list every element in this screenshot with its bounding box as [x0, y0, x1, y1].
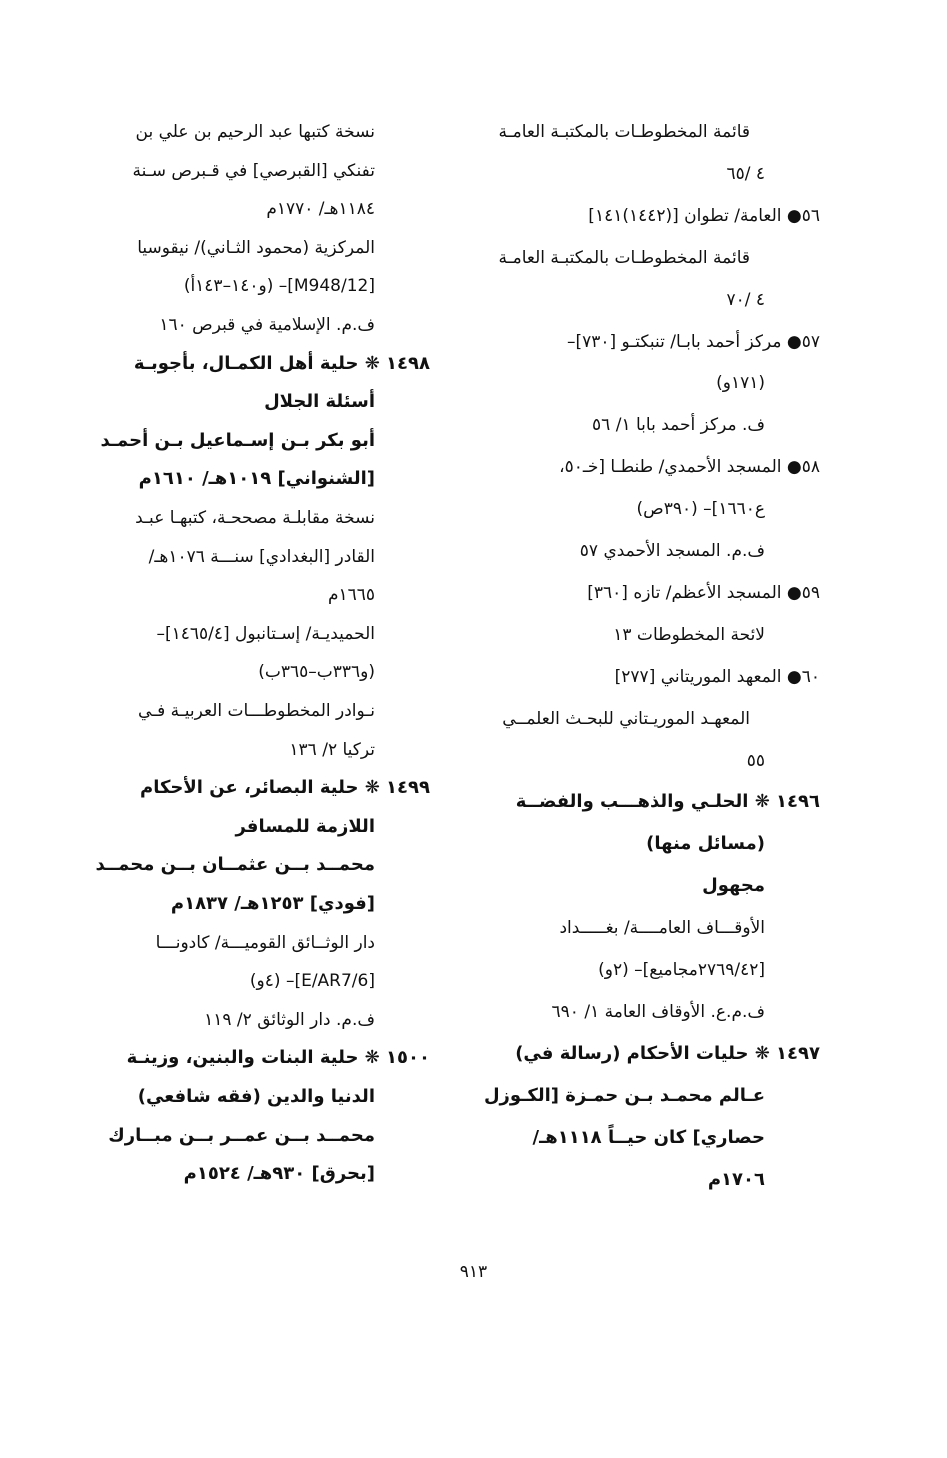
entry-text-line: ف. مركز أحمد بابا ١/ ٥٦ [592, 415, 765, 436]
entry-text-line: تركيا ٢/ ١٣٦ [289, 739, 375, 760]
entry-text-line: ٥٥ [746, 750, 765, 771]
entry-text-line: ف.م.ع. الأوقاف العامة ١/ ٦٩٠ [551, 1001, 765, 1022]
entry-text-line: نـوادر المخطوطـــات العربيـة فـي [137, 701, 375, 721]
entry-text-line: ١١٨٤هـ/ ١٧٧٠م [266, 199, 375, 220]
entry-text-line: [٢٧٦٩/٤٢مجاميع]– (٢و) [598, 960, 765, 980]
entry-text-line: ٥٧● مركز أحمد بابـا/ تنبكتـو [٧٣٠]– [566, 331, 820, 352]
entry-heading-line: [بحرق] ٩٣٠هـ/ ١٥٢٤م [183, 1163, 375, 1185]
entry-text-line: المركزية (محمود الثـاني)/ نيقوسيا [137, 237, 375, 258]
entry-text-line: ٥٨● المسجد الأحمدي/ طنطـا [خـ٥٠، [559, 457, 820, 478]
entry-heading-line: [الشنواني] ١٠١٩هـ/ ١٦١٠م [138, 468, 375, 490]
entry-heading-line: ١٤٩٦ ❋ الحلـي والذهـــب والفضــة [515, 791, 820, 813]
entry-heading-line: (مسائل منها) [646, 833, 765, 855]
entry-text-line: القادر [البغدادي] سنـــة ١٠٧٦هـ/ [148, 546, 375, 567]
entry-text-line: دار الوثــائق القوميـــة/ كادونـــا [155, 932, 375, 953]
entry-text-line: ٥٩● المسجد الأعظم/ تازه [٣٦٠] [587, 582, 820, 603]
entry-text-line: ف.م. الإسلامية في قبرص ١٦٠ [159, 315, 375, 335]
entry-heading-line: [فودي] ١٢٥٣هـ/ ١٨٣٧م [170, 893, 375, 914]
entry-text-line: لائحة المخطوطات ١٣ [613, 624, 765, 645]
entry-text-line: نسخة كتبها عبد الرحيم بن علي بن [135, 122, 375, 142]
entry-text-line: (و٣٣٦ب–٣٦٥ب) [258, 662, 375, 683]
entry-text-line: قائمة المخطوطـات بالمكتبـة العامـة [498, 122, 750, 142]
entry-text-line: ٦٠● المعهد الموريتاني [٢٧٧] [614, 666, 820, 687]
page-number: ٩١٣ [459, 1262, 488, 1282]
entry-heading-line: محمــد بــن عثمــان بــن محمــد [95, 854, 375, 876]
entry-heading-line: محمــد بــن عمــر بــن مبــارك [108, 1124, 375, 1146]
entry-heading-line: ١٤٩٨ ❋ حلية أهل الكمـال، بأجوبـة [133, 352, 430, 374]
entry-heading-line: اللازمة للمسافر [235, 815, 375, 837]
left-column [90, 0, 430, 1250]
entry-heading-line: عـالم محمـد بـن حمـزة [الكـوزل [483, 1084, 765, 1106]
entry-text-line: نسخة مقابلـة مصححـة، كتبهـا عبـد [135, 508, 375, 528]
entry-text-line: ع١٦٦٠]– (٣٩٠ص) [636, 499, 765, 520]
entry-text-line: [E/AR7/6]– (٤و) [249, 971, 375, 992]
entry-text-line: المعهـد الموريـتاني للبحـث العلمــي [502, 708, 750, 729]
entry-text-line: الحميديـة/ إسـتانبول [١٤٦٥/٤]– [156, 623, 375, 644]
entry-text-line: قائمة المخطوطـات بالمكتبـة العامـة [498, 247, 750, 268]
right-column [470, 0, 820, 1250]
entry-text-line: ف.م. المسجد الأحمدي ٥٧ [579, 541, 765, 561]
entry-heading-line: أبو بكر بـن إسـماعيل بـن أحمـد [100, 429, 375, 451]
entry-heading-line: ١٤٩٩ ❋ حلية البصائر، عن الأحكام [140, 777, 430, 799]
entry-text-line: تفنكي [القبرصي] في قـبرص سـنة [132, 160, 375, 181]
entry-text-line: ٤ /٧٠ [726, 289, 765, 310]
entry-heading-line: ١٤٩٧ ❋ حليات الأحكام (رسالة في) [515, 1042, 820, 1064]
entry-text-line: ف.م. دار الوثائق ٢/ ١١٩ [204, 1009, 375, 1030]
entry-heading-line: حصاري] كان حيــاً ١١١٨هـ/ [532, 1126, 765, 1148]
entry-heading-line: مجهول [702, 875, 765, 897]
entry-text-line: الأوقـــاف العامــــة/ بغـــــداد [559, 918, 765, 939]
entry-text-line: ٤ /٦٥ [726, 163, 765, 184]
entry-text-line: [M948/12]– (و١٤٠–١٤٣أ) [183, 276, 375, 297]
entry-text-line: (١٧١و) [716, 373, 765, 394]
entry-text-line: ١٦٦٥م [327, 585, 375, 606]
entry-text-line: ٥٦● العامة/ تطوان [(١٤٤٢)١٤١] [588, 205, 820, 226]
entry-heading-line: ١٧٠٦م [707, 1168, 765, 1190]
entry-heading-line: ١٥٠٠ ❋ حلية البنات والبنين، وزينـة [126, 1047, 430, 1069]
entry-heading-line: أسئلة الجلال [264, 391, 375, 413]
entry-heading-line: الدنيا والدين (فقه شافعي) [137, 1086, 375, 1107]
